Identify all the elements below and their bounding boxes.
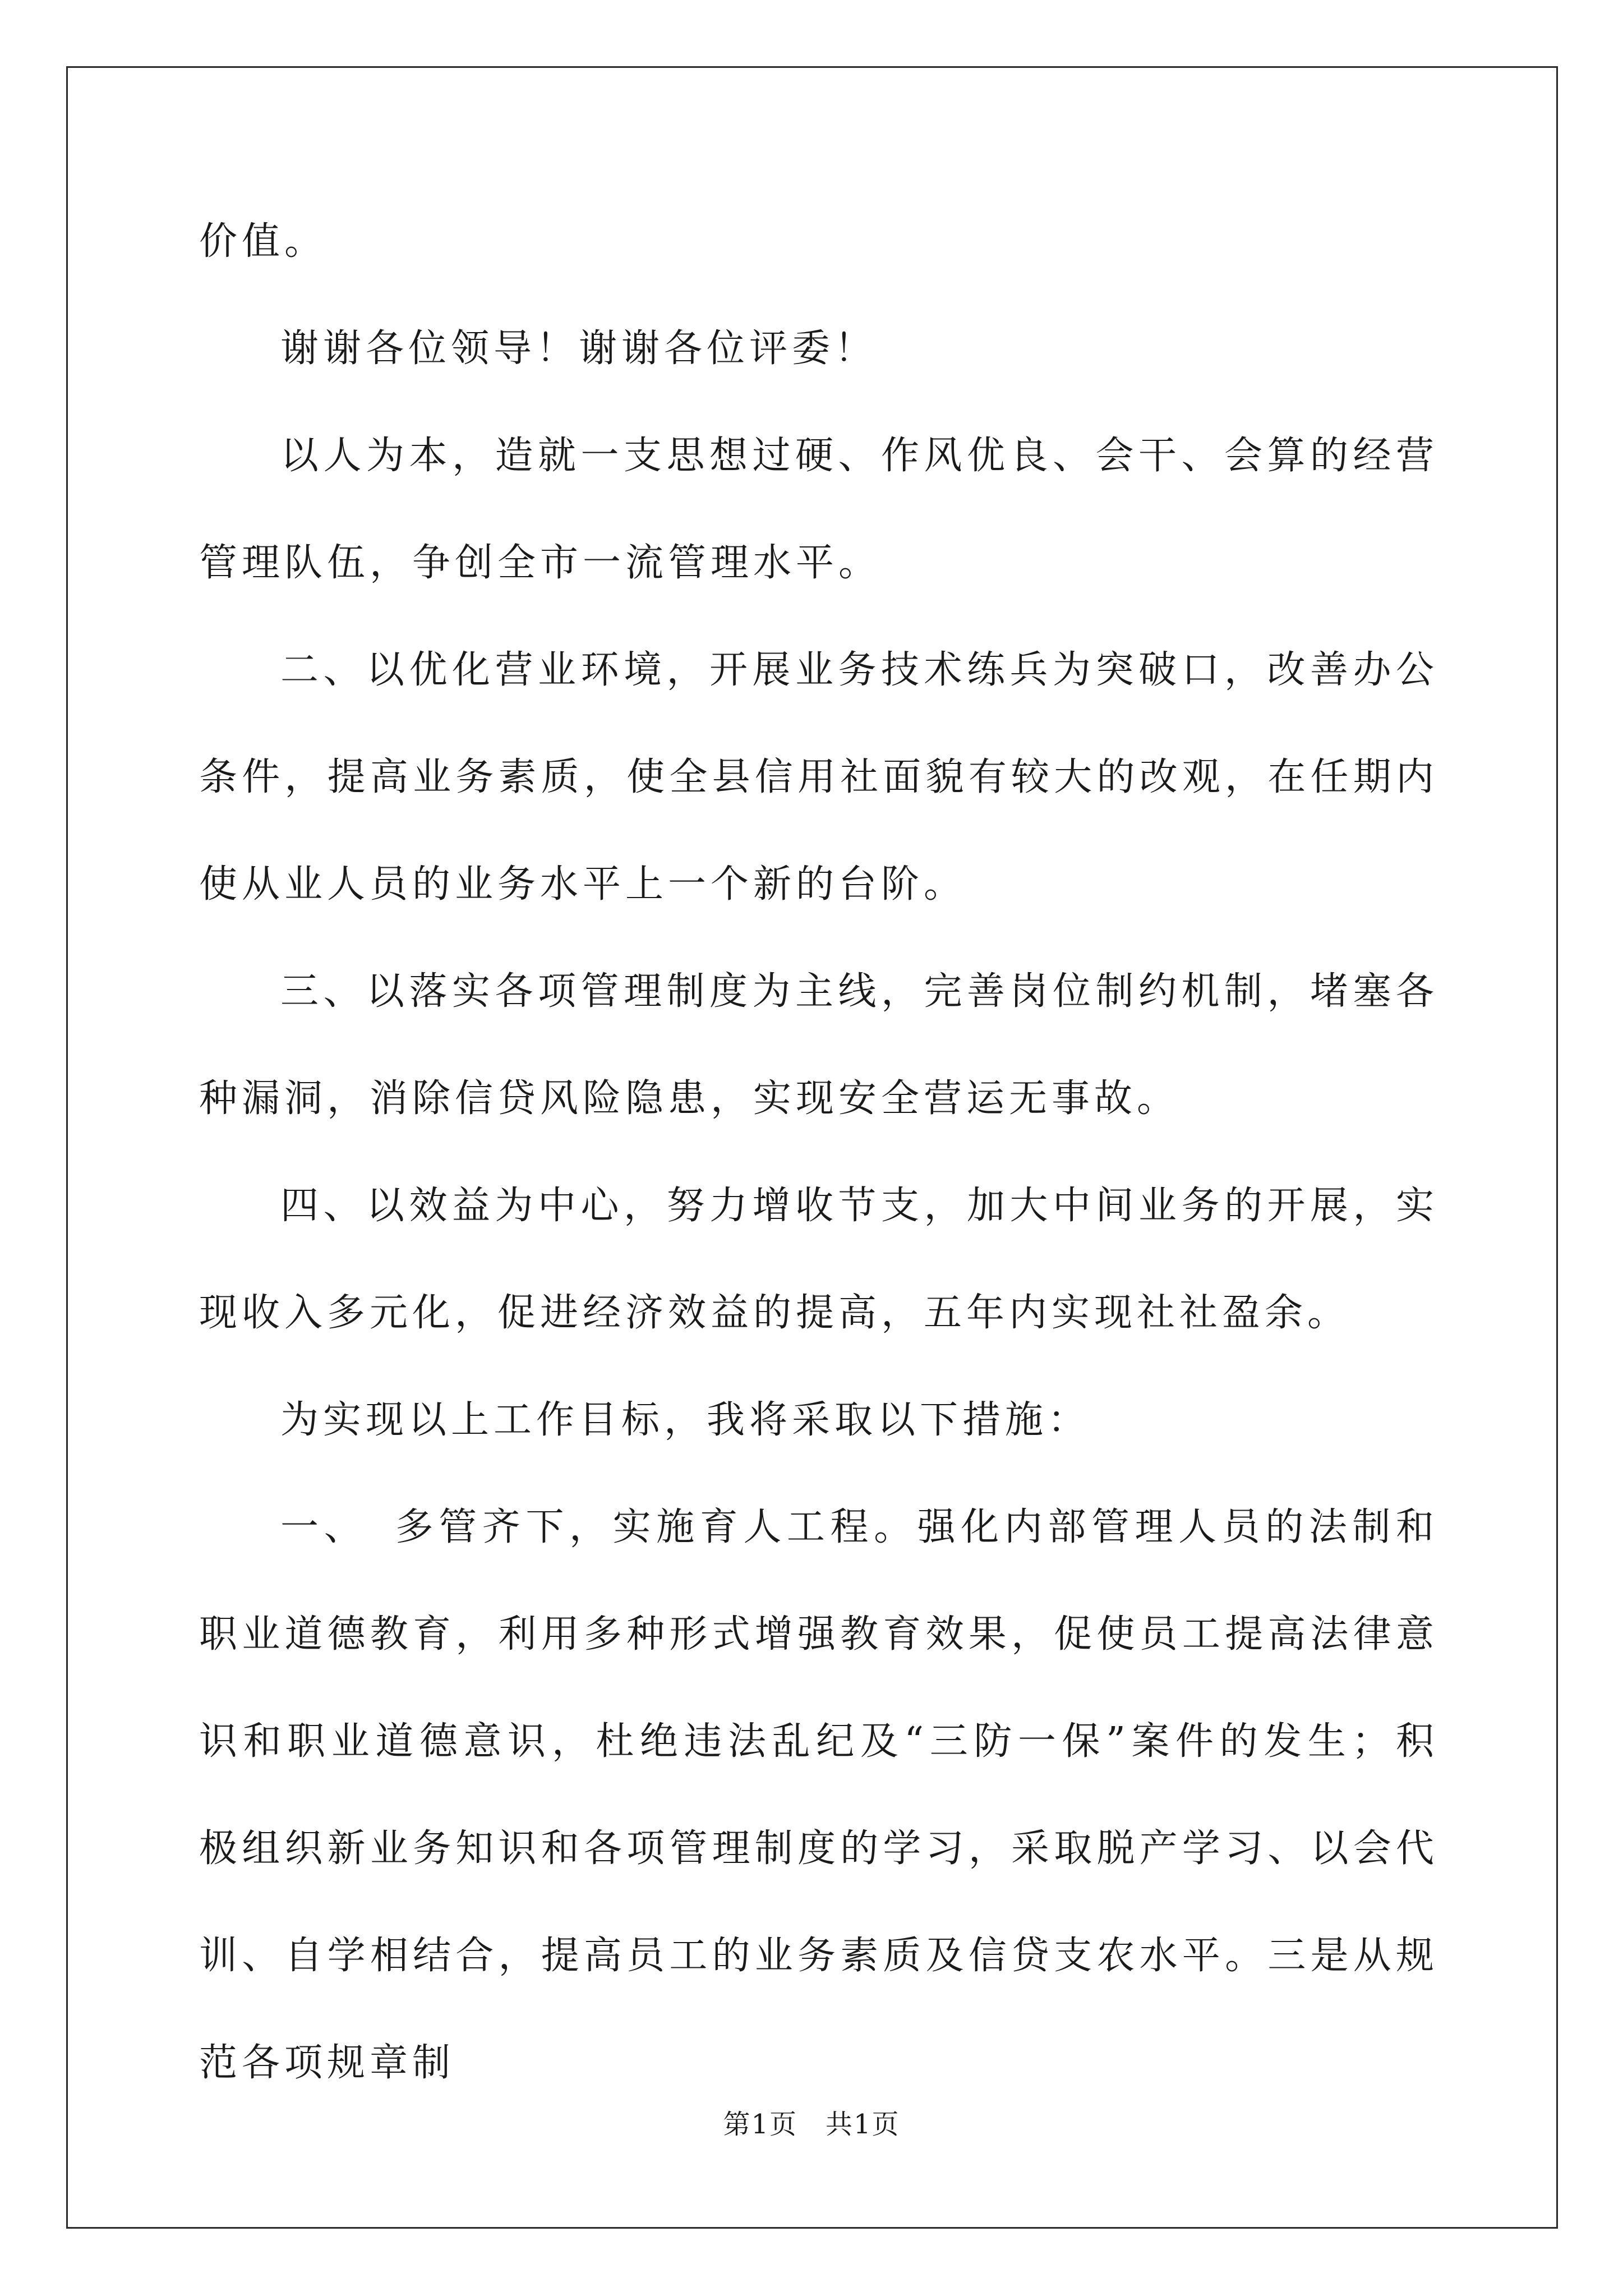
measure-text: 多管齐下，实施育人工程。强化内部管理人员的法制和职业道德教育，利用多种形式增强教育效果，促使员工提高法律意识和职业道德意识，杜绝违法乱纪及“三防一保”案件的发生；积极组织新业务知识和各项管理制度的学习，采取脱产学习、以会代训、自学相结合，提高员工的业务素质及信贷支农水平。三是从规范各项规章制 (199, 1505, 1438, 2085)
paragraph-1: 价值。 (199, 219, 328, 264)
measure-number: 一、 (280, 1505, 368, 1549)
paragraph-7: 为实现以上工作目标，我将采取以下措施： (280, 1398, 1091, 1442)
paragraph-3: 以人为本，造就一支思想过硬、作风优良、会干、会算的经营管理队伍，争创全市一流管理水平。 (199, 434, 1438, 585)
paragraph-2: 谢谢各位领导！谢谢各位评委！ (280, 326, 878, 371)
paragraph-measure-1 (199, 1474, 1438, 2116)
paragraph-5: 三、以落实各项管理制度为主线，完善岗位制约机制，堵塞各种漏洞，消除信贷风险隐患，实现安全营运无事故。 (199, 969, 1438, 1121)
document-body (199, 188, 1438, 2116)
paragraph-6: 四、以效益为中心，努力增收节支，加大中间业务的开展，实现收入多元化，促进经济效益的提高，五年内实现社社盈余。 (199, 1184, 1438, 1335)
paragraph-4: 二、以优化营业环境，开展业务技术练兵为突破口，改善办公条件，提高业务素质，使全县信用社面貌有较大的改观，在任期内使从业人员的业务水平上一个新的台阶。 (199, 648, 1438, 907)
page-number-total: 共1页 (826, 2109, 900, 2140)
page-number-current: 第1页 (723, 2109, 797, 2140)
page-footer (0, 2102, 1623, 2141)
